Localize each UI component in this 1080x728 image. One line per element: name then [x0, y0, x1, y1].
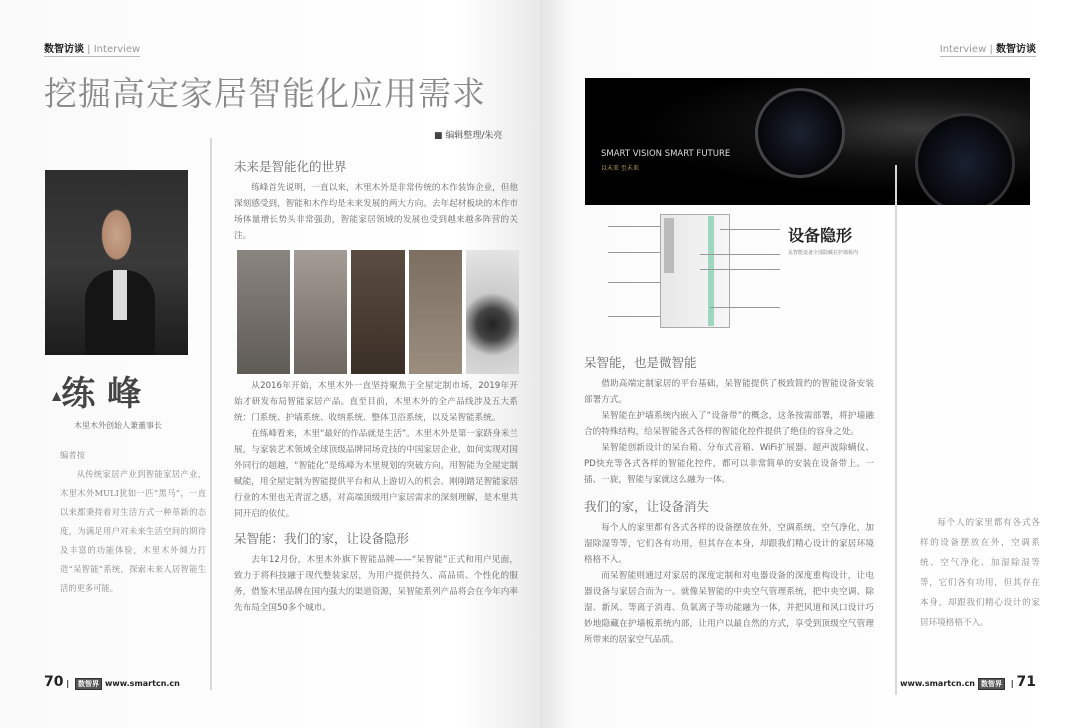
person-name: ▲练 峰: [52, 374, 142, 414]
right-article-column: [584, 350, 874, 648]
product-image: [237, 250, 290, 374]
section-heading: 我们的家，让设备消失: [584, 499, 710, 514]
product-image: [466, 250, 519, 374]
left-article-column: [234, 154, 518, 616]
diagram-title: 设备隐形: [788, 226, 853, 245]
page-footer: 70 | 数智界 www.smartcn.cn: [44, 674, 180, 690]
page-footer: www.smartcn.cn 数智界 | 71: [900, 674, 1036, 690]
article-title: 挖掘高定家居智能化应用需求: [44, 74, 486, 113]
product-image: [294, 250, 347, 374]
paragraph: 去年12月份，木里木外旗下智能品牌——“呆智能”正式和用户见面，致力于将科技融于现代整装家居，为用户提供持久、高品质、个性化的服务，借鉴木里品牌在国内强大的渠道资源，呆智能系列产品将会在今年内率先布局全国50多个城市。: [234, 555, 518, 613]
page-header: 数智访谈 | Interview: [44, 40, 140, 57]
editor-note: 从传统家居产业到智能家居产业，木里木外MULI犹如一匹“黑马”，一直以来都秉持着对生活方式一种革新的态度，为满足用户对未来生活空间的期待及丰富的功能体验，木里木外倾力打造“呆智能”系统，探索未来人居智能生活的更多可能。: [60, 469, 206, 593]
diagram-subtitle: 呆智能设备全部隐藏在护墙板内: [788, 250, 859, 256]
lens-graphic: [915, 113, 1015, 205]
page-number: 70: [44, 674, 64, 690]
section-heading: 未来是智能化的世界: [234, 159, 347, 174]
right-page: [540, 0, 1080, 728]
product-image: [409, 250, 462, 374]
footer-logo: 数智界: [978, 678, 1005, 690]
page-header: Interview | 数智访谈: [940, 40, 1036, 57]
pull-quote: 每个人的家里都有各式各样的设备摆放在外，空调系统、空气净化、加湿除湿等等，它们各有功用，但其存在本身，却跟我们精心设计的家居环境格格不入。: [920, 518, 1040, 628]
byline-text: 编辑整理/朱亮: [445, 131, 503, 141]
column-divider: [895, 165, 897, 695]
paragraph: 借助高端定制家居的平台基础，呆智能提供了极致简约的智能设备安装部署方式。: [584, 379, 874, 405]
section-heading: 呆智能：我们的家，让设备隐形: [234, 531, 410, 546]
banner-image: [585, 78, 1030, 205]
paragraph: 呆智能在护墙系统内嵌入了“设备带”的概念，这条按需部署，将护墙融合的特殊结构，给呆智能各式各样的智能化控件提供了绝佳的容身之处。: [584, 411, 874, 437]
footer-logo: 数智界: [75, 678, 102, 690]
paragraph: 每个人的家里都有各式各样的设备摆放在外，空调系统，空气净化，加湿除湿等等，它们各有功用，但其存在本身，却跟我们精心设计的家居环境格格不入。: [584, 523, 874, 565]
header-brand: 数智访谈: [44, 44, 84, 55]
portrait-photo: [45, 170, 188, 355]
lens-graphic: [755, 88, 845, 178]
footer-url: www.smartcn.cn: [104, 679, 180, 688]
header-section: Interview: [939, 44, 987, 55]
paragraph: 呆智能创新设计的呆台箱、分布式音箱、WiFi扩展器、超声波除螨仪、PD快充等各式各样的智能化控件，都可以非常简单的安装在设备带上。一插、一旋，智能与家就这么融为一体。: [584, 443, 874, 485]
header-brand: 数智访谈: [996, 44, 1036, 55]
page-number: 71: [1016, 674, 1036, 690]
banner-subline: 以未来 至未来: [601, 165, 639, 172]
column-divider: [210, 138, 212, 690]
product-image: [351, 250, 404, 374]
paragraph: 从2016年开始，木里木外一直坚持聚焦于全屋定制市场，2019年开始才研发布局智能家居产品。直至目前，木里木外的全产品线涉及五大系统：门系统、护墙系统、收纳系统、整体卫浴系统，以及呆智能系统。: [234, 381, 518, 423]
product-image-strip: [237, 250, 519, 374]
section-heading: 呆智能，也是微智能: [584, 355, 697, 370]
editor-note-label: 编者按: [60, 450, 85, 460]
person-role: 木里木外创始人兼董事长: [74, 421, 162, 430]
paragraph: 在练峰看来，木里“最好的作品就是生活”。木里木外是第一家跻身米兰展，与家装艺术领域全球顶级品牌同场竞技的中国家居企业，如何实现对国外同行的超越，“智能化”是练峰为木里规划的突破方向。用智能为全屋定制赋能，用全屋定制为智能提供平台和从上游切入的机会。刚刚踏足智能家居行业的木里也无青涩之感，对高端顶级用户家居需求的深刻理解，是木里共同开启的依仗。: [234, 429, 518, 519]
banner-headline: SMART VISION SMART FUTURE: [601, 149, 731, 159]
wall-panel-diagram: [600, 212, 780, 330]
paragraph: 练峰首先说明，一直以来，木里木外是非常传统的木作装饰企业，但他深刻感受到，智能和木作均是未来发展的两大方向。去年起材板块的木作市场体量增长势头非常强劲，智能家居领域的发展也受到越来越多阵营的关注。: [234, 183, 518, 241]
footer-url: www.smartcn.cn: [900, 679, 976, 688]
header-section: Interview: [93, 44, 141, 55]
byline: ■ 编辑整理/朱亮: [434, 131, 503, 141]
paragraph: 而呆智能则通过对家居的深度定制和对电器设备的深度重构设计，让电器设备与家居合而为一。就像呆智能的中央空气管理系统，把中央空调、除湿、新风、等离子消毒、负氧离子等功能融为一体，并把风道和风口设计巧妙地隐藏在护墙板系统内部，让用户以最自然的方式，享受到顶级空气管理所带来的居家空气品质。: [584, 571, 874, 645]
